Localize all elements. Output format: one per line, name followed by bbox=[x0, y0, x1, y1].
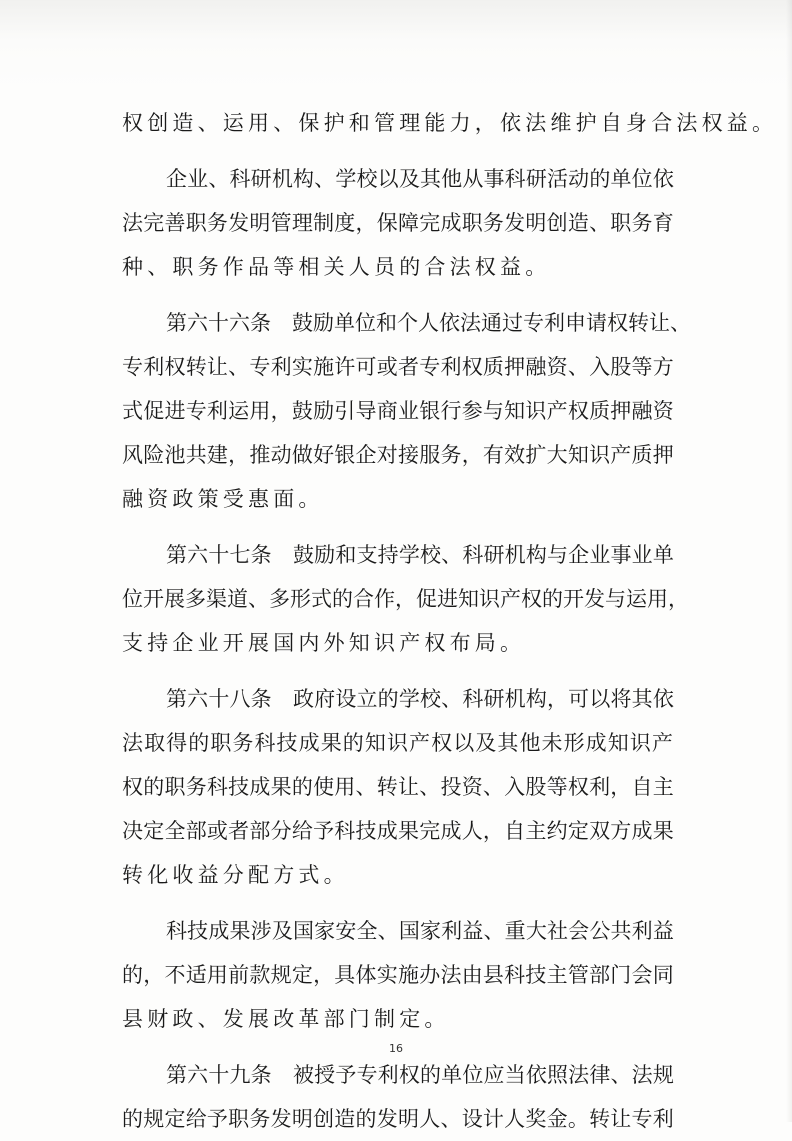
text-line: 融资政策受惠面。 bbox=[122, 487, 324, 511]
text-line: 的，不适用前款规定，具体实施办法由县科技主管部门会同 bbox=[122, 963, 674, 987]
text-line: 权创造、运用、保护和管理能力，依法维护自身合法权益。 bbox=[122, 111, 778, 135]
text-line: 的规定给予职务发明创造的发明人、设计人奖金。转让专利 bbox=[122, 1107, 674, 1131]
text-line: 支持企业开展国内外知识产权布局。 bbox=[122, 631, 526, 655]
text-line: 专利权转让、专利实施许可或者专利权质押融资、入股等方 bbox=[122, 355, 674, 379]
text-line: 第六十八条 政府设立的学校、科研机构，可以将其依 bbox=[166, 687, 674, 711]
text-line: 决定全部或者部分给予科技成果完成人，自主约定双方成果 bbox=[122, 819, 674, 843]
text-line: 式促进专利运用，鼓励引导商业银行参与知识产权质押融资 bbox=[122, 399, 674, 423]
document-body bbox=[122, 101, 778, 1141]
scan-edge-shadow bbox=[786, 0, 792, 1122]
text-line: 法取得的职务科技成果的知识产权以及其他未形成知识产 bbox=[122, 731, 674, 755]
page-number: 16 bbox=[389, 1042, 403, 1055]
paragraph-article-69 bbox=[122, 1053, 674, 1141]
text-line: 法完善职务发明管理制度，保障完成职务发明创造、职务育 bbox=[122, 211, 674, 235]
paragraph-article-68 bbox=[122, 677, 674, 897]
paragraph-continuation bbox=[122, 101, 778, 145]
text-line: 权的职务科技成果的使用、转让、投资、入股等权利，自主 bbox=[122, 775, 674, 799]
text-line: 第六十七条 鼓励和支持学校、科研机构与企业事业单 bbox=[166, 543, 674, 567]
text-line: 位开展多渠道、多形式的合作，促进知识产权的开发与运用， bbox=[122, 587, 689, 611]
text-line: 县财政、发展改革部门制定。 bbox=[122, 1007, 450, 1031]
text-line: 第六十九条 被授予专利权的单位应当依照法律、法规 bbox=[166, 1063, 674, 1087]
paragraph-article-66 bbox=[122, 301, 691, 521]
text-line: 企业、科研机构、学校以及其他从事科研活动的单位依 bbox=[166, 167, 674, 191]
paragraph-employee-inventions bbox=[122, 157, 674, 289]
text-line: 转化收益分配方式。 bbox=[122, 863, 349, 887]
paragraph-article-67 bbox=[122, 533, 689, 665]
text-line: 第六十六条 鼓励单位和个人依法通过专利申请权转让、 bbox=[166, 311, 691, 335]
text-line: 科技成果涉及国家安全、国家利益、重大社会公共利益 bbox=[166, 919, 674, 943]
text-line: 风险池共建，推动做好银企对接服务，有效扩大知识产质押 bbox=[122, 443, 674, 467]
paragraph-article-68-exception bbox=[122, 909, 674, 1041]
text-line: 种、职务作品等相关人员的合法权益。 bbox=[122, 255, 551, 279]
